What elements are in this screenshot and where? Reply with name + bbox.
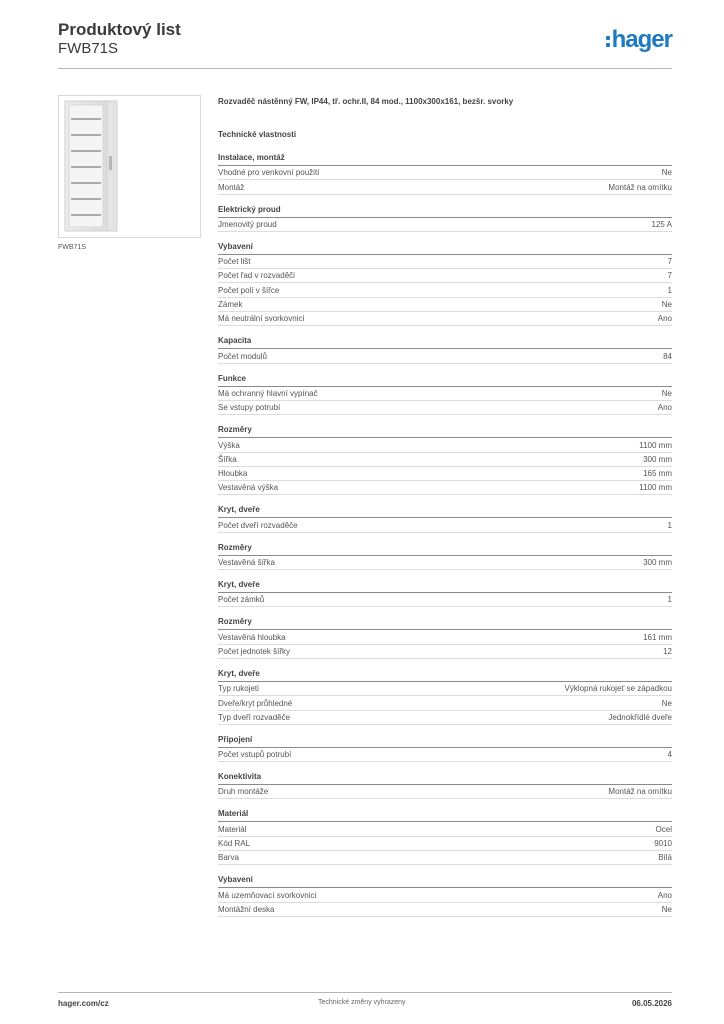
spec-label: Zámek: [218, 300, 243, 310]
section-title: Materiál: [218, 809, 672, 822]
spec-label: Hloubka: [218, 469, 248, 479]
spec-row: [218, 481, 672, 495]
spec-value: 4: [667, 750, 672, 760]
spec-value: Ne: [661, 698, 672, 708]
spec-value: Ne: [661, 300, 672, 310]
spec-value: 9010: [654, 839, 672, 849]
section-title: Kapacita: [218, 336, 672, 349]
section-title: Vybavení: [218, 875, 672, 888]
footer-date: 06.05.2026: [631, 999, 672, 1008]
spec-label: Má neutrální svorkovnici: [218, 314, 305, 324]
spec-label: Počet vstupů potrubí: [218, 750, 292, 760]
spec-row: [218, 387, 672, 401]
spec-value: 300 mm: [643, 558, 672, 568]
spec-label: Počet jednotek šířky: [218, 646, 291, 656]
spec-section: [218, 875, 672, 917]
spec-value: Ano: [657, 314, 672, 324]
spec-value: 7: [667, 271, 672, 281]
spec-row: [218, 453, 672, 467]
spec-section: [218, 809, 672, 865]
spec-section: [218, 617, 672, 659]
spec-section: [218, 669, 672, 725]
spec-label: Montážní deska: [218, 904, 275, 914]
spec-row: [218, 269, 672, 283]
spec-section: [218, 505, 672, 532]
spec-row: [218, 785, 672, 799]
spec-label: Jmenovitý proud: [218, 219, 277, 229]
spec-label: Dveře/kryt průhledné: [218, 698, 293, 708]
spec-row: [218, 682, 672, 696]
spec-value: 1: [667, 595, 672, 605]
spec-row: [218, 438, 672, 452]
product-description: Rozvaděč nástěnný FW, IP44, tř. ochr.II, 84 mod., 1100x300x161, bezšr. svorky: [218, 97, 514, 106]
hager-logo: [606, 26, 672, 54]
spec-label: Montáž: [218, 182, 245, 192]
spec-row: [218, 283, 672, 297]
section-title: Kryt, dveře: [218, 669, 672, 682]
section-title: Kryt, dveře: [218, 580, 672, 593]
spec-value: Ne: [661, 904, 672, 914]
spec-label: Výška: [218, 440, 240, 450]
logo-dots-icon: [606, 36, 610, 47]
spec-label: Počet polí v šířce: [218, 285, 280, 295]
spec-value: 161 mm: [643, 632, 672, 642]
spec-row: [218, 312, 672, 326]
section-title: Vybavení: [218, 242, 672, 255]
spec-value: 1: [667, 520, 672, 530]
spec-value: Ano: [657, 890, 672, 900]
page-title: Produktový list: [58, 20, 181, 39]
spec-section: [218, 772, 672, 799]
spec-row: [218, 298, 672, 312]
spec-label: Šířka: [218, 454, 237, 464]
logo-text: hager: [611, 26, 672, 53]
section-title: Instalace, montáž: [218, 153, 672, 166]
spec-value: Ocel: [655, 824, 672, 834]
spec-label: Se vstupy potrubí: [218, 403, 281, 413]
section-title: Elektrický proud: [218, 205, 672, 218]
spec-value: 165 mm: [643, 469, 672, 479]
image-caption: FWB71S: [58, 244, 87, 251]
spec-label: Vestavěná šířka: [218, 558, 275, 568]
spec-sections: [218, 153, 672, 917]
spec-label: Vhodné pro venkovní použití: [218, 168, 320, 178]
spec-label: Vestavěná hloubka: [218, 632, 286, 642]
spec-value: Ne: [661, 168, 672, 178]
spec-label: Počet řad v rozvaděči: [218, 271, 295, 281]
spec-row: [218, 349, 672, 363]
spec-section: [218, 374, 672, 416]
spec-row: [218, 888, 672, 902]
spec-value: 7: [667, 257, 672, 267]
spec-value: 1100 mm: [639, 440, 672, 450]
spec-value: Montáž na omítku: [608, 787, 672, 797]
spec-label: Kód RAL: [218, 839, 251, 849]
spec-row: [218, 556, 672, 570]
spec-section: [218, 580, 672, 607]
spec-value: Montáž na omítku: [608, 182, 672, 192]
header-divider: [58, 68, 672, 69]
spec-label: Druh montáže: [218, 787, 269, 797]
spec-row: [218, 630, 672, 644]
spec-label: Vestavěná výška: [218, 483, 279, 493]
spec-value: 300 mm: [643, 454, 672, 464]
spec-row: [218, 837, 672, 851]
spec-label: Počet modulů: [218, 351, 267, 361]
section-title: Rozměry: [218, 543, 672, 556]
spec-section: [218, 425, 672, 495]
spec-row: [218, 748, 672, 762]
spec-section: [218, 543, 672, 570]
footer-note: Technické změny vyhrazeny: [318, 999, 406, 1006]
spec-value: Bílá: [658, 853, 672, 863]
spec-row: [218, 467, 672, 481]
spec-label: Počet lišt: [218, 257, 251, 267]
spec-row: [218, 696, 672, 710]
spec-value: 1100 mm: [639, 483, 672, 493]
spec-row: [218, 593, 672, 607]
spec-label: Typ dveří rozvaděče: [218, 712, 291, 722]
spec-label: Barva: [218, 853, 239, 863]
spec-row: [218, 218, 672, 232]
section-title: Rozměry: [218, 425, 672, 438]
spec-label: Materiál: [218, 824, 247, 834]
spec-row: [218, 180, 672, 194]
spec-section: [218, 735, 672, 762]
spec-label: Má uzemňovací svorkovnici: [218, 890, 317, 900]
spec-value: 12: [663, 646, 672, 656]
spec-row: [218, 851, 672, 865]
cabinet-illustration: [59, 96, 200, 237]
spec-row: [218, 903, 672, 917]
spec-row: [218, 711, 672, 725]
spec-section: [218, 205, 672, 232]
spec-content: [218, 97, 672, 927]
spec-value: Jednokřídlé dveře: [608, 712, 672, 722]
spec-value: 84: [663, 351, 672, 361]
footer-website: hager.com/cz: [58, 999, 109, 1008]
spec-row: [218, 518, 672, 532]
spec-value: 125 A: [651, 219, 672, 229]
spec-row: [218, 645, 672, 659]
spec-label: Typ rukojeti: [218, 684, 259, 694]
spec-row: [218, 822, 672, 836]
spec-value: Ne: [661, 388, 672, 398]
spec-label: Počet zámků: [218, 595, 265, 605]
section-title: Připojení: [218, 735, 672, 748]
spec-value: Výklopná rukojeť se západkou: [564, 684, 672, 694]
technical-properties-heading: Technické vlastnosti: [218, 130, 297, 139]
section-title: Konektivita: [218, 772, 672, 785]
product-code: FWB71S: [58, 40, 119, 57]
section-title: Rozměry: [218, 617, 672, 630]
section-title: Kryt, dveře: [218, 505, 672, 518]
spec-row: [218, 166, 672, 180]
spec-label: Počet dveří rozvaděče: [218, 520, 298, 530]
page-header: [58, 20, 672, 68]
spec-value: 1: [667, 285, 672, 295]
footer-divider: [58, 992, 672, 993]
spec-section: [218, 242, 672, 326]
product-image: [58, 95, 201, 238]
spec-section: [218, 153, 672, 195]
section-title: Funkce: [218, 374, 672, 387]
spec-section: [218, 336, 672, 363]
spec-row: [218, 255, 672, 269]
spec-row: [218, 401, 672, 415]
spec-value: Ano: [657, 403, 672, 413]
spec-label: Má ochranný hlavní vypínač: [218, 388, 318, 398]
